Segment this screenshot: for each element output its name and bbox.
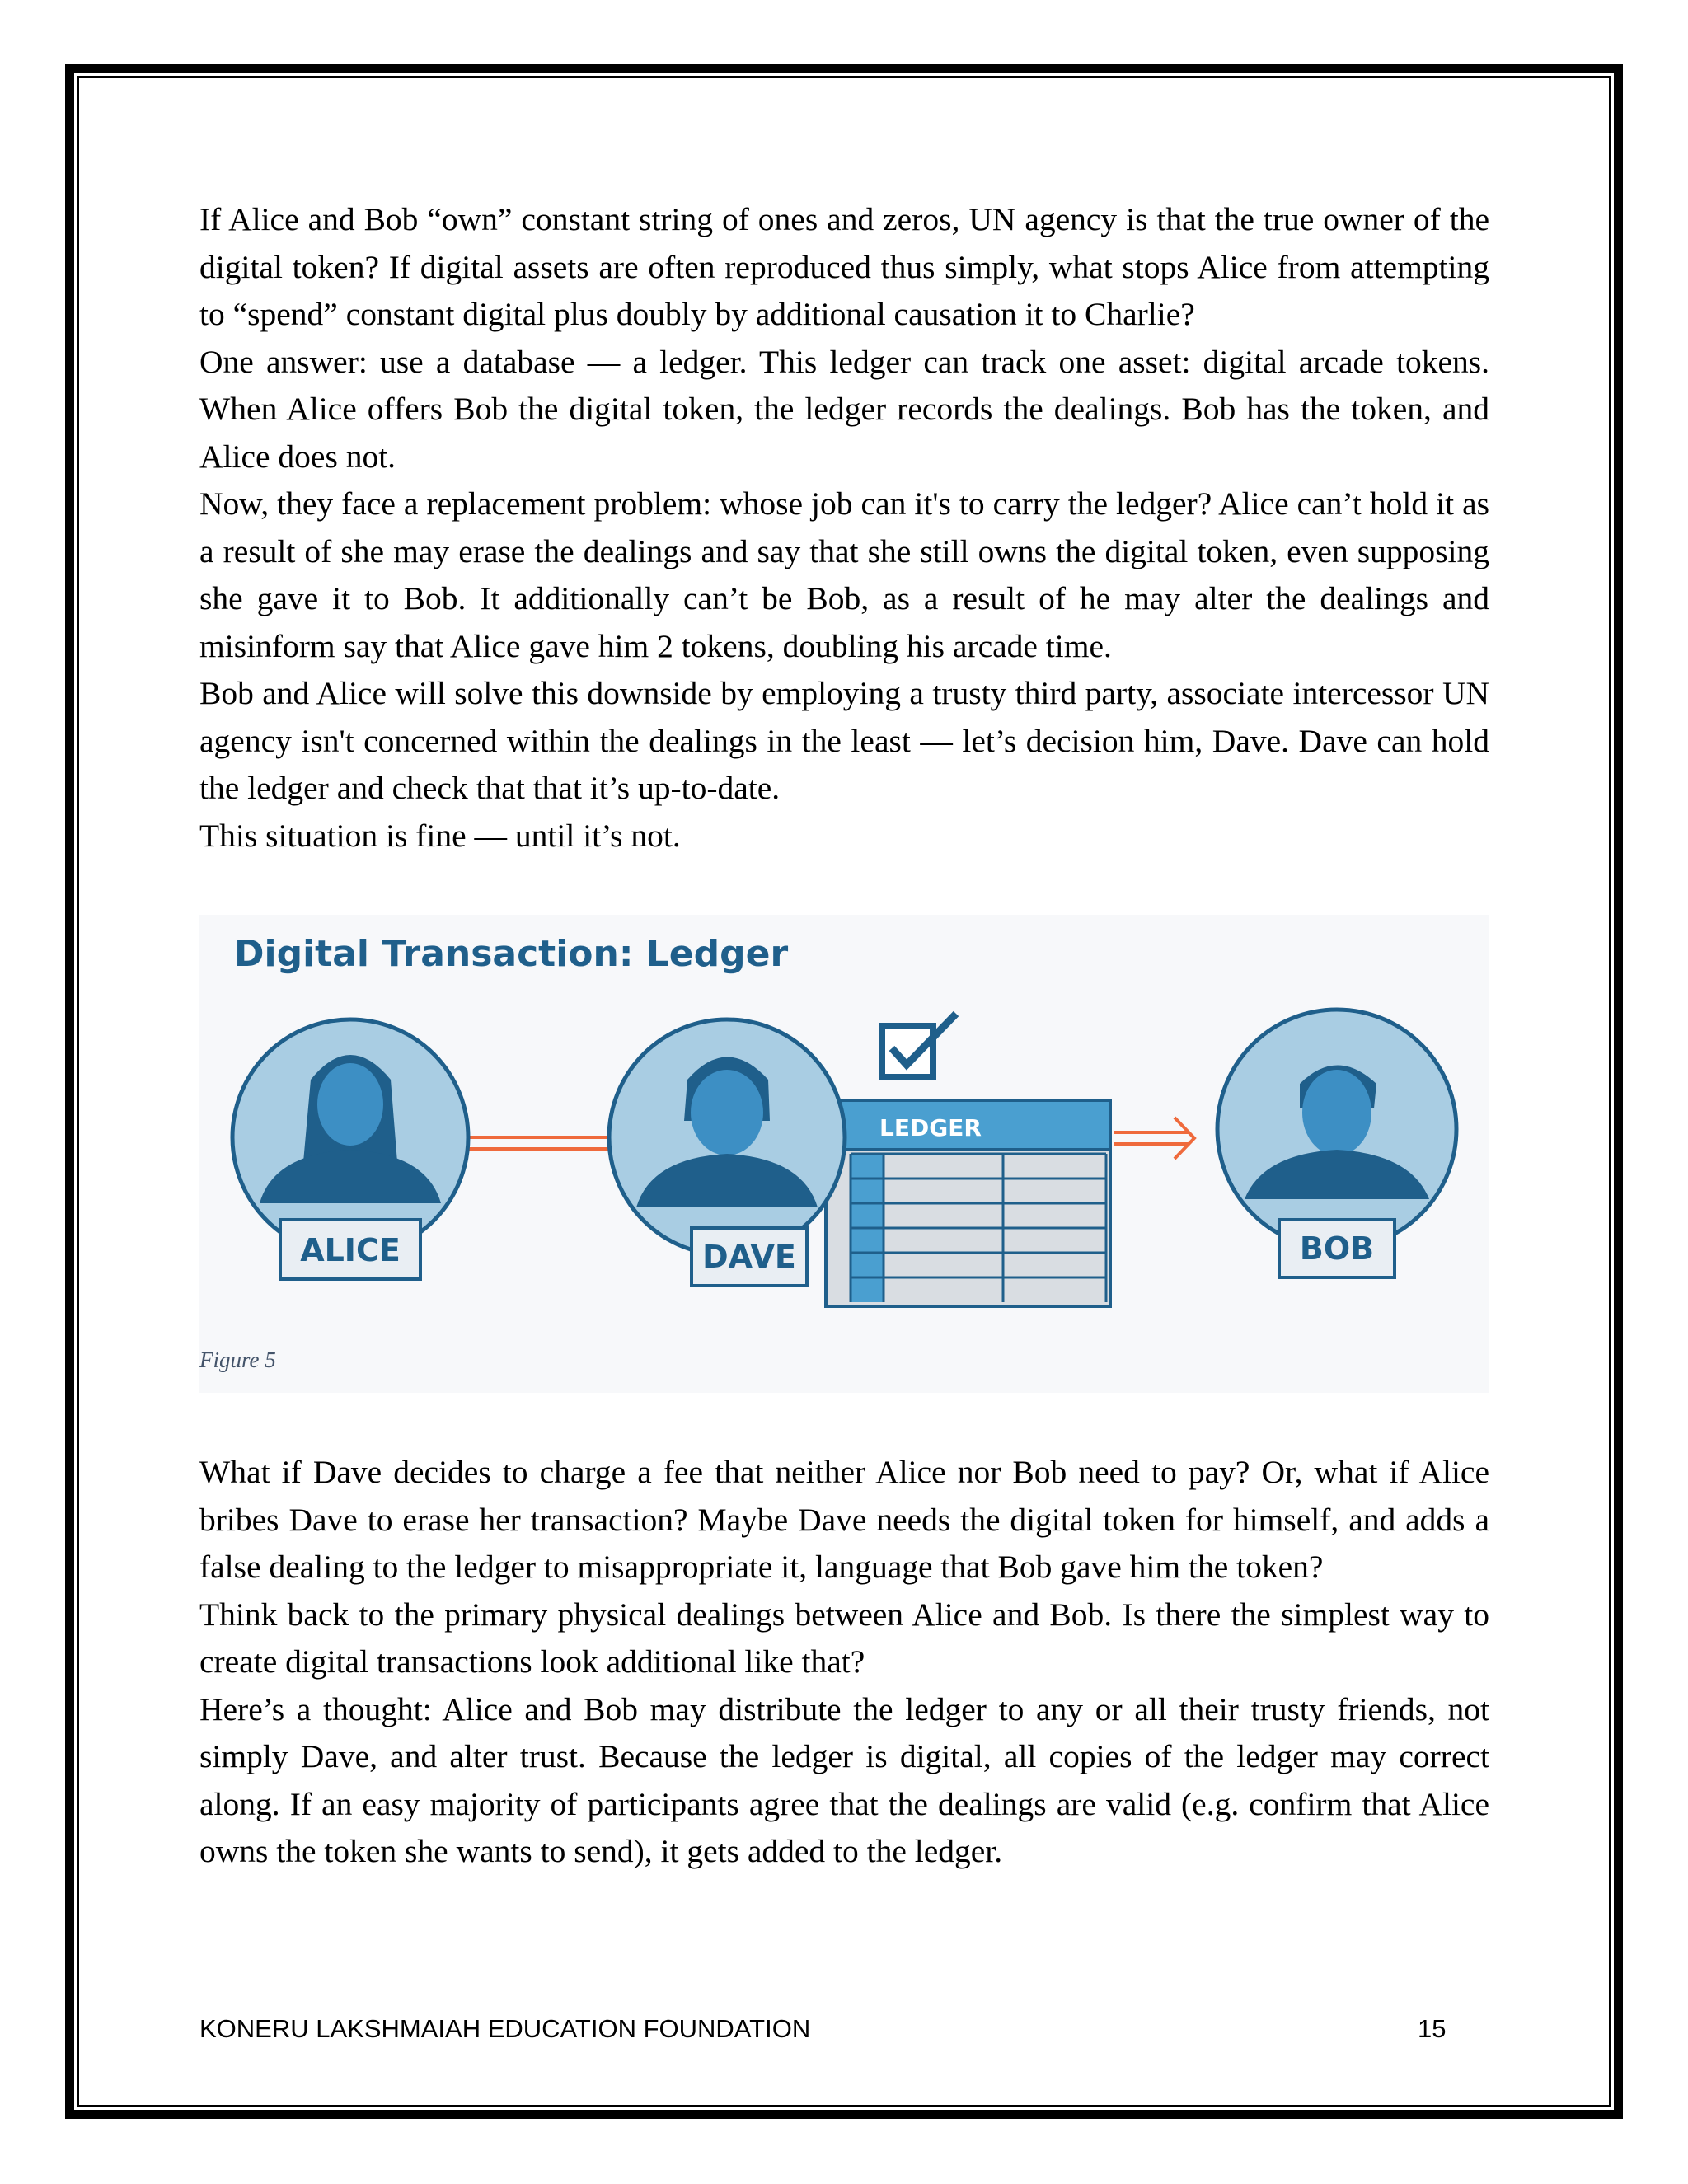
- alice-label: ALICE: [300, 1232, 401, 1268]
- body-text-bottom: [199, 1449, 1489, 1876]
- paragraph: What if Dave decides to charge a fee that neither Alice nor Bob need to pay? Or, what if Alice bribes Dave to erase her transaction? Maybe Dave needs the digital token for himself, and adds a false dealing to the ledger to misappropriate it, language that Bob gave him the token?: [199, 1454, 1489, 1585]
- page-number: 15: [1418, 2014, 1447, 2043]
- dave-avatar: [609, 1019, 845, 1255]
- ledger-bob-arrow: [1114, 1118, 1194, 1159]
- figure-caption: Figure 5: [199, 1347, 276, 1372]
- figure-title: Digital Transaction: Ledger: [234, 933, 789, 975]
- body-text-top: [199, 196, 1489, 860]
- paragraph: Bob and Alice will solve this downside by employing a trusty third party, associate intercessor UN agency isn't concerned within the dealings in the least — let’s decision him, Dave. Dave can hold the ledger and check that that it’s up-to-date.: [199, 675, 1489, 806]
- paragraph: Now, they face a replacement problem: whose job can it's to carry the ledger? Alice can’t hold it as a result of she may erase the dealings and say that she still owns the digital token, even supposing she gave it to Bob. It additionally can’t be Bob, as a result of he may alter the dealings and misinform say that Alice gave him 2 tokens, doubling his arcade time.: [199, 485, 1489, 664]
- checkbox-icon: [882, 1014, 956, 1077]
- bob-label: BOB: [1299, 1230, 1375, 1267]
- paragraph: Here’s a thought: Alice and Bob may distribute the ledger to any or all their trusty friends, not simply Dave, and alter trust. Because the ledger is digital, all copies of the ledger may correct along. If an easy majority of participants agree that the dealings are valid (e.g. confirm that Alice owns the token she wants to send), it gets added to the ledger.: [199, 1690, 1489, 1869]
- paragraph: This situation is fine — until it’s not.: [199, 817, 681, 854]
- paragraph: Think back to the primary physical dealings between Alice and Bob. Is there the simplest way to create digital transactions look additional like that?: [199, 1596, 1489, 1680]
- paragraph: If Alice and Bob “own” constant string of ones and zeros, UN agency is that the true owner of the digital token? If digital assets are often reproduced thus simply, what stops Alice from attempting to “spend” constant digital plus doubly by additional causation it to Charlie?: [199, 201, 1489, 332]
- paragraph: One answer: use a database — a ledger. This ledger can track one asset: digital arcade tokens. When Alice offers Bob the digital token, the ledger records the dealings. Bob has the token, and Alice does not.: [199, 343, 1489, 475]
- ledger-label: LEDGER: [879, 1114, 982, 1141]
- ledger-figure: [199, 915, 1489, 1393]
- footer-organization: KONERU LAKSHMAIAH EDUCATION FOUNDATION: [199, 2014, 811, 2043]
- bob-avatar: [1217, 1010, 1456, 1249]
- dave-label: DAVE: [702, 1239, 796, 1275]
